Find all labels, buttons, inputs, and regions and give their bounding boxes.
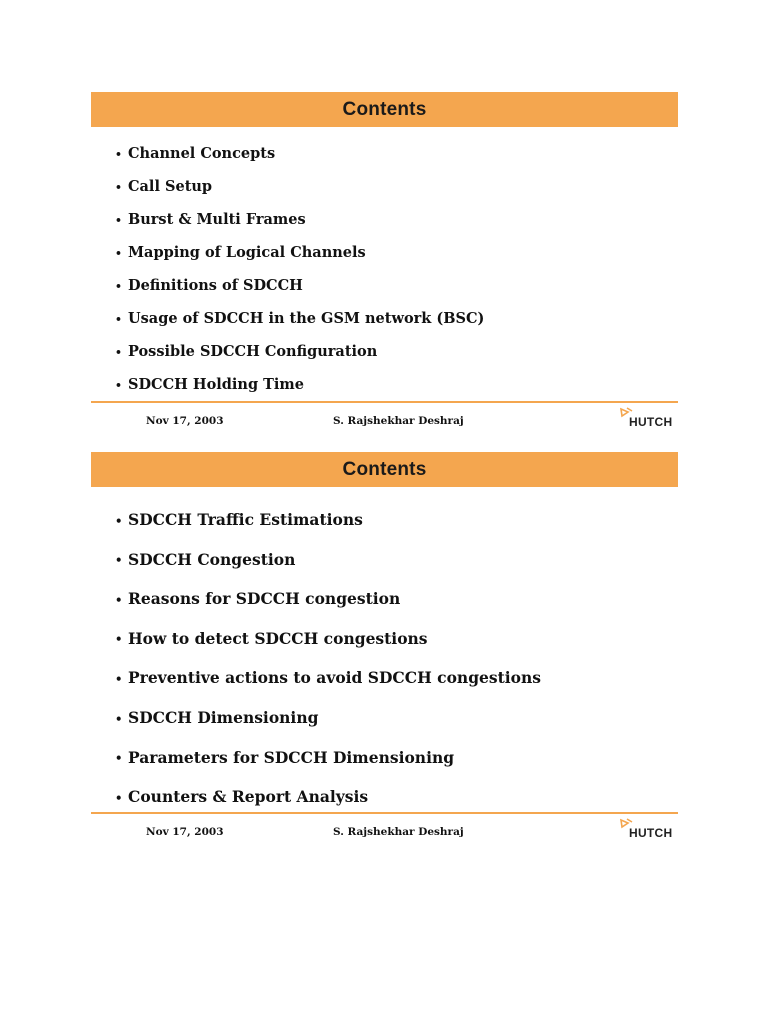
list-item-text: Mapping of Logical Channels (128, 244, 366, 261)
list-item-text: SDCCH Dimensioning (128, 707, 319, 727)
list-item-text: Preventive actions to avoid SDCCH congestions (128, 668, 541, 688)
logo-text: HUTCH (629, 415, 673, 429)
list-item-text: Burst & Multi Frames (128, 211, 306, 228)
slide-footer (91, 403, 678, 431)
list-item (91, 177, 678, 210)
list-item (91, 707, 678, 747)
bullet-icon: • (115, 312, 122, 326)
bullet-icon: • (115, 180, 122, 194)
list-item-text: Channel Concepts (128, 145, 276, 162)
list-item-text: Possible SDCCH Configuration (128, 343, 378, 360)
bullet-icon: • (115, 671, 123, 686)
bullet-icon: • (115, 345, 122, 359)
list-item-text: Parameters for SDCCH Dimensioning (128, 747, 455, 767)
bullet-icon: • (115, 790, 123, 805)
list-item (91, 342, 678, 375)
bullet-icon: • (115, 751, 123, 766)
bullet-icon: • (115, 592, 123, 607)
list-item (91, 276, 678, 309)
contents-list (91, 509, 678, 826)
slide-title: Contents (342, 458, 427, 480)
bullet-icon: • (115, 246, 122, 260)
list-item-text: SDCCH Traffic Estimations (128, 510, 363, 529)
footer-author: S. Rajshekhar Deshraj (333, 415, 464, 427)
slide-title: Contents (342, 98, 427, 120)
contents-list (91, 144, 678, 408)
list-item (91, 144, 678, 177)
list-item-text: Definitions of SDCCH (128, 277, 303, 294)
slide-title-bar (91, 92, 678, 127)
list-item (91, 628, 678, 668)
hutch-logo-icon (620, 818, 673, 842)
list-item (91, 210, 678, 243)
list-item (91, 747, 678, 787)
list-item-text: SDCCH Congestion (128, 549, 296, 569)
hutch-logo-icon (620, 407, 673, 431)
list-item-text: Reasons for SDCCH congestion (128, 589, 401, 609)
slide-title-bar (91, 452, 678, 487)
list-item-text: SDCCH Holding Time (128, 376, 304, 393)
list-item (91, 667, 678, 707)
list-item (91, 309, 678, 342)
bullet-icon: • (115, 213, 122, 227)
bullet-icon: • (115, 632, 123, 647)
bullet-icon: • (115, 711, 123, 726)
list-item-text: Call Setup (128, 178, 213, 195)
bullet-icon: • (115, 553, 123, 568)
slide-footer (91, 814, 678, 842)
bullet-icon: • (115, 147, 122, 161)
footer-author: S. Rajshekhar Deshraj (333, 825, 464, 838)
list-item-text: How to detect SDCCH congestions (128, 628, 428, 648)
footer-date: Nov 17, 2003 (146, 415, 224, 427)
list-item (91, 509, 678, 549)
list-item (91, 243, 678, 276)
list-item (91, 549, 678, 589)
list-item-text: Usage of SDCCH in the GSM network (BSC) (128, 310, 485, 327)
bullet-icon: • (115, 279, 122, 293)
slide-2 (91, 452, 678, 842)
footer-date: Nov 17, 2003 (146, 825, 224, 838)
bullet-icon: • (115, 513, 123, 528)
list-item (91, 588, 678, 628)
list-item-text: Counters & Report Analysis (128, 787, 369, 807)
bullet-icon: • (115, 378, 122, 392)
slide-1 (91, 92, 678, 431)
logo-text: HUTCH (629, 825, 673, 840)
